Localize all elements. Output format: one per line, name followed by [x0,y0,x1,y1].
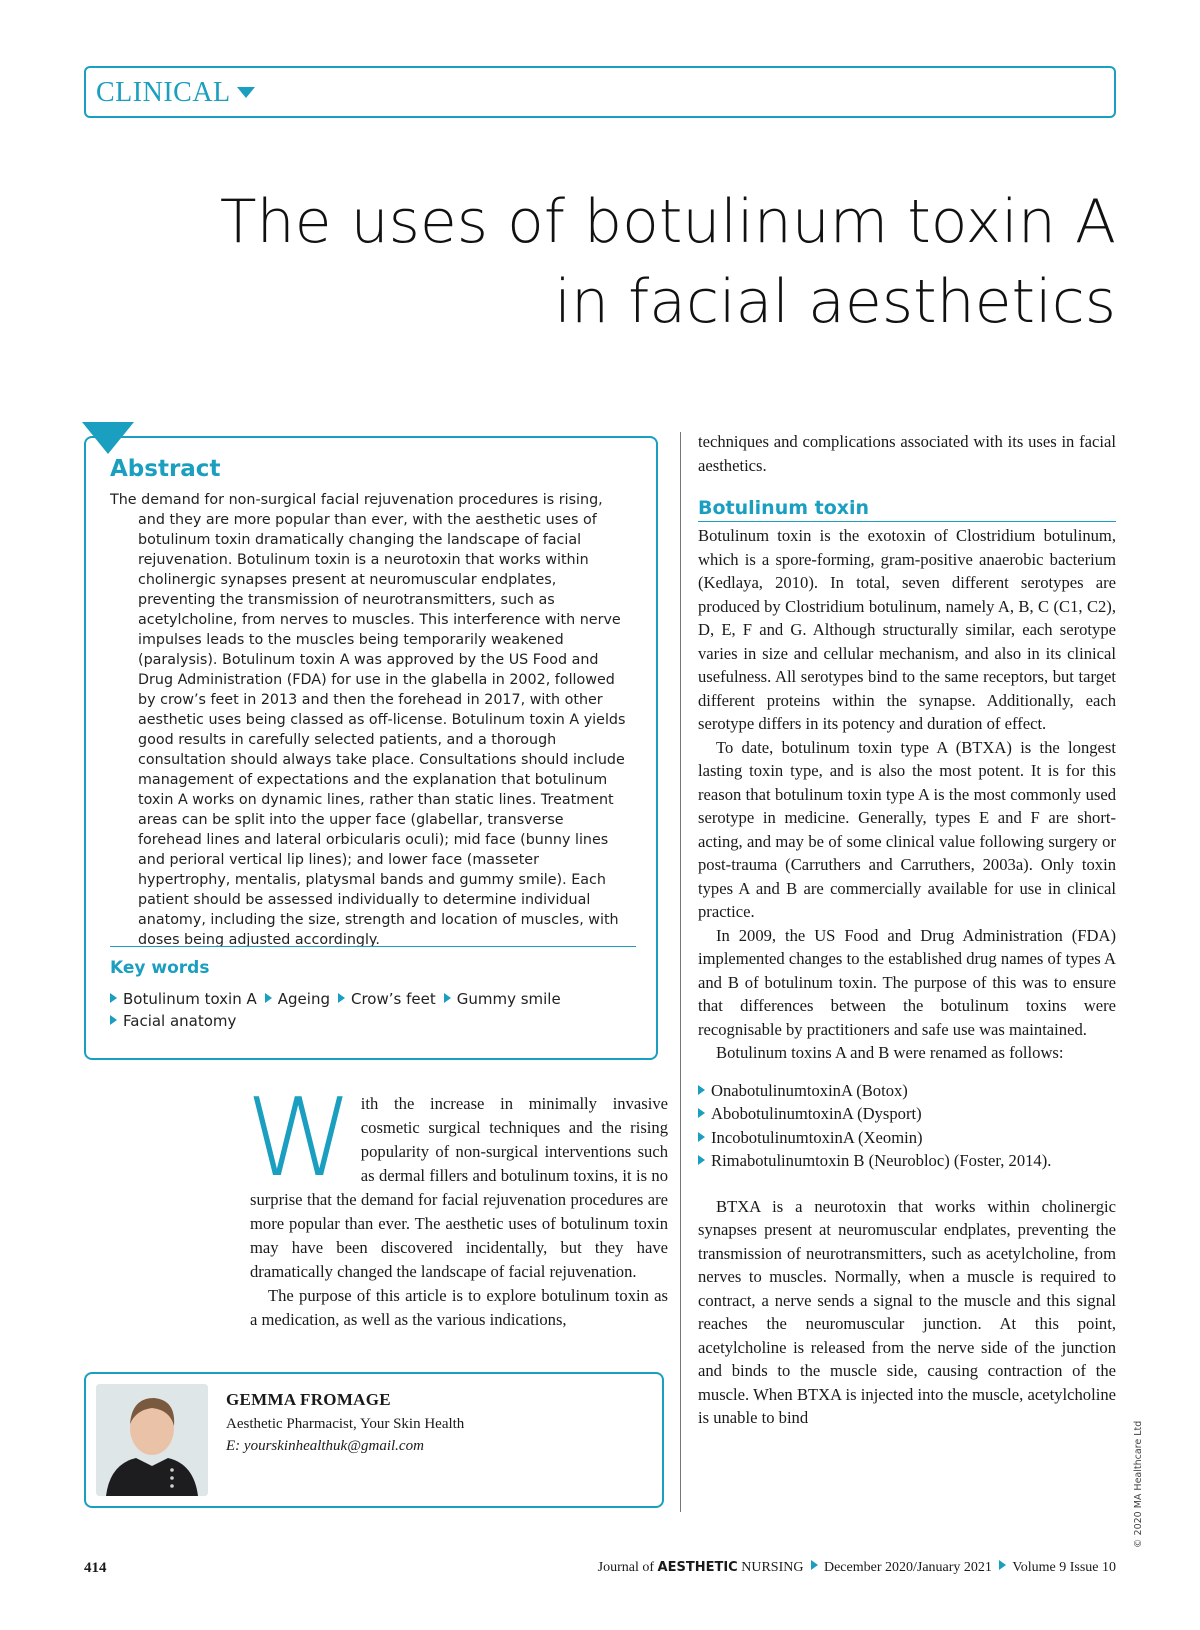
list-item-text: IncobotulinumtoxinA (Xeomin) [711,1127,923,1147]
column-divider [680,432,681,1512]
bullet-triangle-icon [338,993,345,1003]
bullet-triangle-icon [110,1015,117,1025]
abstract-marker-icon [82,422,134,454]
bullet-triangle-icon [811,1560,818,1570]
intro-paragraph-1: ith the increase in minimally invasive cosmetic surgical techniques and the rising popularity of non-surgical interventions such as dermal fillers and botulinum toxins, it is no surprise that the demand for facial rejuvenation procedures are more popular than ever. The aesthetic uses of botulinum toxin may have been discovered incidentally, but they have dramatically changed the landscape of facial rejuvenation. [250,1094,668,1281]
list-item [698,1126,1116,1150]
volume-issue: Volume 9 Issue 10 [1012,1560,1116,1575]
keyword-item [444,988,561,1010]
right-paragraph-1: Botulinum toxin is the exotoxin of Clostridium botulinum, which is a spore-forming, gram-positive anaerobic bacterium (Kedlaya, 2010). In total, seven different serotypes are produced by Clostridium botulinum, namely A, B, C (C1, C2), D, E, F and G. Although structurally similar, each serotype varies in size and cellular mechanism, and also in its clinical usefulness. All serotypes bind to the same receptors, but target different proteins within the synapse. Additionally, each serotype differs in its potency and duration of effect. [698,526,1116,733]
copyright-notice: © 2020 MA Healthcare Ltd [1133,1420,1144,1548]
keyword-item [110,988,257,1010]
journal-footer [598,1560,1116,1576]
bullet-triangle-icon [698,1132,705,1142]
keywords-list [110,988,580,1032]
right-paragraph-0: techniques and complications associated with its uses in facial aesthetics. [698,432,1116,475]
list-item-text: Rimabotulinumtoxin B (Neurobloc) (Foster, 2014). [711,1151,1052,1170]
author-role: Aesthetic Pharmacist, Your Skin Health [226,1416,465,1432]
author-email: E: yourskinhealthuk@gmail.com [226,1438,424,1454]
abstract-text: The demand for non-surgical facial rejuvenation procedures is rising, and they are more popular than ever, with the aesthetic uses of botulinum toxin dramatically changing the landscape of facial rejuvenation. Botulinum toxin is a neurotoxin that works within cholinergic synapses present at neuromuscular endplates, preventing the transmission of neurotransmitters, such as acetylcholine, from nerves to muscles. This interference with nerve impulses leads to the muscles being temporarily weakened (paralysis). Botulinum toxin A was approved by the US Food and Drug Administration (FDA) for use in the glabella in 2002, followed by crow’s feet in 2013 and then the forehead in 2017, with other aesthetic uses being classed as off-license. Botulinum toxin A yields good results in carefully selected patients, and a thorough consultation should always take place. Consultations should include management of expectations and the explanation that botulinum toxin A works on dynamic lines, rather than static lines. Treatment areas can be split into the upper face (glabellar, transverse forehead lines and lateral orbicularis oculi); mid face (bunny lines and perioral vertical lip lines); and lower face (masseter hypertrophy, mentalis, platysmal bands and gummy smile). Each patient should be assessed individually to determine individual anatomy, including the size, strength and location of muscles, with doses being adjusted accordingly. [110,492,626,948]
list-item [698,1149,1116,1173]
list-item [698,1079,1116,1103]
page-number: 414 [84,1560,107,1576]
section-triangle-icon [237,87,255,98]
keyword-item [265,988,330,1010]
abstract-heading: Abstract [110,456,221,482]
keyword-text: Gummy smile [456,990,561,1008]
bullet-triangle-icon [698,1155,705,1165]
bullet-triangle-icon [110,993,117,1003]
author-portrait-icon [96,1384,208,1496]
list-item [698,1102,1116,1126]
journal-brand: AESTHETIC [657,1560,738,1575]
bullet-triangle-icon [444,993,451,1003]
article-title: The uses of botulinum toxin A in facial aesthetics [219,187,1116,337]
author-box [84,1372,664,1508]
keyword-text: Botulinum toxin A [123,990,257,1008]
list-item-text: AbobotulinumtoxinA (Dysport) [711,1104,922,1123]
bullet-triangle-icon [999,1560,1006,1570]
journal-prefix: Journal of [597,1560,658,1575]
renamed-toxins-list [698,1079,1116,1173]
right-paragraph-4: Botulinum toxins A and B were renamed as follows: [716,1043,1064,1062]
right-paragraph-5: BTXA is a neurotoxin that works within cholinergic synapses present at neuromuscular endplates, preventing the transmission of neurotransmitters, such as acetylcholine, from nerves to muscles. Normally, when a muscle is required to contract, a nerve sends a signal to the muscle and this signal reaches the neuromuscular junction. At this point, acetylcholine is released from the nerve side of the junction and binds to the muscle side, causing contraction of the muscle. When BTXA is injected into the muscle, acetylcholine is unable to bind [698,1196,1116,1427]
abstract-box [84,436,658,1060]
keyword-item [110,1010,236,1032]
subheading-botulinum-toxin: Botulinum toxin [698,495,1116,522]
intro-body [246,1076,668,1332]
intro-paragraph [246,1076,668,1284]
right-paragraph-2: To date, botulinum toxin type A (BTXA) is the longest lasting toxin type, and is also the most potent. It is for this reason that botulinum toxin type A is the most commonly used serotype in medicine. Generally, types E and F are short-acting, and may be of some clinical value following surgery or post-trauma (Carruthers and Carruthers, 2003a). Only toxin types A and B are commercially available for use in clinical practice. [698,737,1116,921]
drop-cap: W [246,1076,353,1201]
bullet-triangle-icon [698,1108,705,1118]
section-label: CLINICAL [96,77,231,108]
keyword-text: Ageing [277,990,330,1008]
bullet-triangle-icon [698,1085,705,1095]
issue-date: December 2020/January 2021 [823,1560,992,1575]
author-photo [96,1384,208,1496]
right-paragraph-3: In 2009, the US Food and Drug Administration (FDA) implemented changes to the established drug names of types A and B of botulinum toxin. The purpose of this was to ensure that differences between the botulinum toxins were recognisable by practitioners and safe use was maintained. [698,925,1116,1039]
keyword-text: Crow’s feet [350,990,436,1008]
author-name: GEMMA FROMAGE [226,1390,391,1409]
journal-suffix: NURSING [737,1560,804,1575]
keyword-text: Facial anatomy [123,1012,237,1030]
section-header [84,66,1116,118]
abstract-divider [110,946,636,947]
bullet-triangle-icon [265,993,272,1003]
keywords-heading: Key words [110,958,210,978]
intro-paragraph-2: The purpose of this article is to explore botulinum toxin as a medication, as well as the various indications, [250,1286,668,1329]
right-column [698,430,1116,1430]
list-item-text: OnabotulinumtoxinA (Botox) [711,1080,908,1100]
keyword-item [338,988,436,1010]
